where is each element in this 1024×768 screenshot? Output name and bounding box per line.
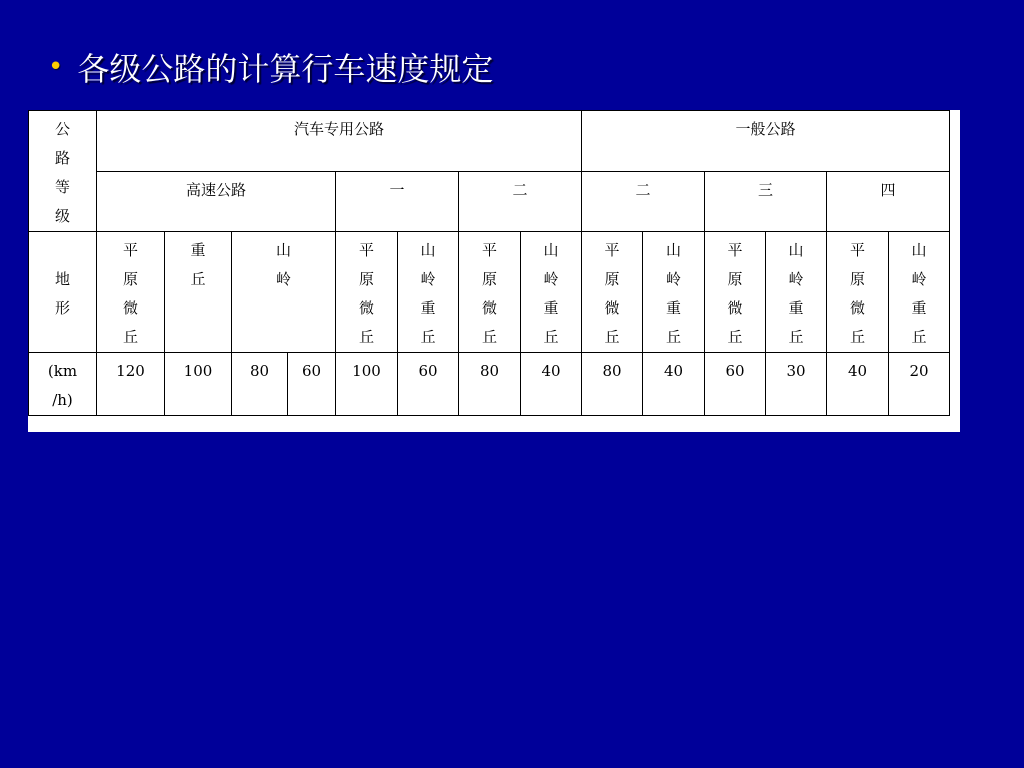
speed-cell: 60 [288, 353, 336, 416]
terrain-cell: 山 岭 重 丘 [398, 232, 459, 353]
speed-cell: 80 [582, 353, 643, 416]
terrain-cell: 山 岭 重 丘 [889, 232, 950, 353]
unit-label-cell: (km /h) [29, 353, 97, 416]
speed-cell: 40 [827, 353, 889, 416]
expressway-header: 高速公路 [97, 172, 336, 232]
grade-2-auto-header: 二 [459, 172, 582, 232]
terrain-cell: 平 原 微 丘 [459, 232, 521, 353]
speed-cell: 60 [398, 353, 459, 416]
speed-cell: 60 [705, 353, 766, 416]
table-row [29, 232, 950, 353]
slide-title [48, 44, 493, 90]
grade-label-cell: 公 路 等 级 [29, 111, 97, 232]
terrain-cell: 平 原 微 丘 [827, 232, 889, 353]
terrain-cell: 平 原 微 丘 [705, 232, 766, 353]
table-row [29, 111, 950, 172]
speed-cell: 40 [643, 353, 705, 416]
speed-cell: 30 [766, 353, 827, 416]
table-panel [28, 110, 960, 432]
speed-cell: 100 [336, 353, 398, 416]
bullet-icon: • [48, 52, 64, 82]
speed-cell: 40 [521, 353, 582, 416]
terrain-cell: 山 岭 重 丘 [766, 232, 827, 353]
speed-cell: 20 [889, 353, 950, 416]
terrain-cell: 平 原 微 丘 [582, 232, 643, 353]
terrain-cell: 山 岭 重 丘 [643, 232, 705, 353]
terrain-cell: 平 原 微 丘 [97, 232, 165, 353]
auto-road-header: 汽车专用公路 [97, 111, 582, 172]
speed-cell: 80 [232, 353, 288, 416]
terrain-label-cell: 地 形 [29, 232, 97, 353]
terrain-cell: 山 岭 [232, 232, 336, 353]
terrain-cell: 重 丘 [165, 232, 232, 353]
table-row [29, 172, 950, 232]
speed-cell: 80 [459, 353, 521, 416]
speed-cell: 100 [165, 353, 232, 416]
terrain-cell: 平 原 微 丘 [336, 232, 398, 353]
design-speed-table [28, 110, 950, 416]
grade-1-header: 一 [336, 172, 459, 232]
table-row [29, 353, 950, 416]
speed-cell: 120 [97, 353, 165, 416]
slide-title-text: 各级公路的计算行车速度规定 [77, 50, 494, 88]
grade-4-header: 四 [827, 172, 950, 232]
grade-2-general-header: 二 [582, 172, 705, 232]
terrain-cell: 山 岭 重 丘 [521, 232, 582, 353]
grade-3-header: 三 [705, 172, 827, 232]
general-road-header: 一般公路 [582, 111, 950, 172]
